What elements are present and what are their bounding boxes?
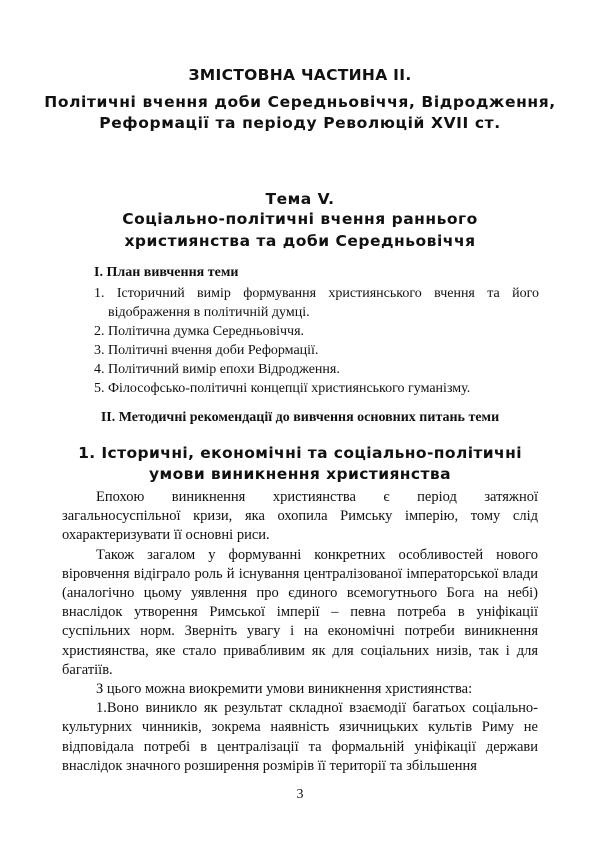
topic-subtitle: Соціально-політичні вчення раннього християнства та доби Середньовіччя xyxy=(122,210,478,250)
paragraph: 1.Воно виникло як результат складної взаємодії багатьох соціально-культурних чинників, зокрема наявність язичницьких культів Риму не відповідала потребі в централізації та формальній уніфікації держави внаслідок значного розширення розмірів її території та збільшення xyxy=(62,700,538,774)
paragraph: Також загалом у формуванні конкретних особливостей нового віровчення відіграло роль й існування централізованої імператорської влади (аналогічно цьому уявлення про єдиного всемогутнього Бога на небі) внаслідок утворення Римської імперії – певна потреба в уніфікації суспільних норм. Зверніть увагу і на економічні потреби виникнення християнства, яке стало привабливим як для соціальних низів, так і для багатіїв. xyxy=(62,546,538,678)
page-number: 3 xyxy=(296,787,304,802)
paragraph: Епохою виникнення християнства є період затяжної загальносуспільної кризи, яка охопила Римську імперію, тому слід охарактеризувати її основні риси. xyxy=(62,489,538,544)
plan-item: 4. Політичний вимір епохи Відродження. xyxy=(94,362,340,377)
part-title: ЗМІСТОВНА ЧАСТИНА ІІ. xyxy=(188,66,412,84)
plan-item: 2. Політична думка Середньовіччя. xyxy=(94,324,305,339)
recommendations-heading: II. Методичні рекомендації до вивчення основних питань теми xyxy=(100,410,500,425)
body-text xyxy=(62,488,538,776)
section-title: 1. Історичні, економічні та соціально-політичні умови виникнення християнства xyxy=(78,444,522,483)
plan-item: 1. Історичний вимір формування християнського вчення та його відображення в політичній думці. xyxy=(94,286,539,320)
plan-item: 5. Філософсько-політичні концепції християнського гуманізму. xyxy=(94,381,471,396)
plan-list xyxy=(94,284,539,398)
part-subtitle: Політичні вчення доби Середньовіччя, Відродження, Реформації та періоду Революцій XVII ст. xyxy=(44,93,556,132)
topic-title: Тема V. xyxy=(265,190,335,208)
plan-heading: I. План вивчення теми xyxy=(94,265,239,280)
paragraph: З цього можна виокремити умови виникнення християнства: xyxy=(96,681,473,698)
plan-item: 3. Політичні вчення доби Реформації. xyxy=(94,343,319,358)
